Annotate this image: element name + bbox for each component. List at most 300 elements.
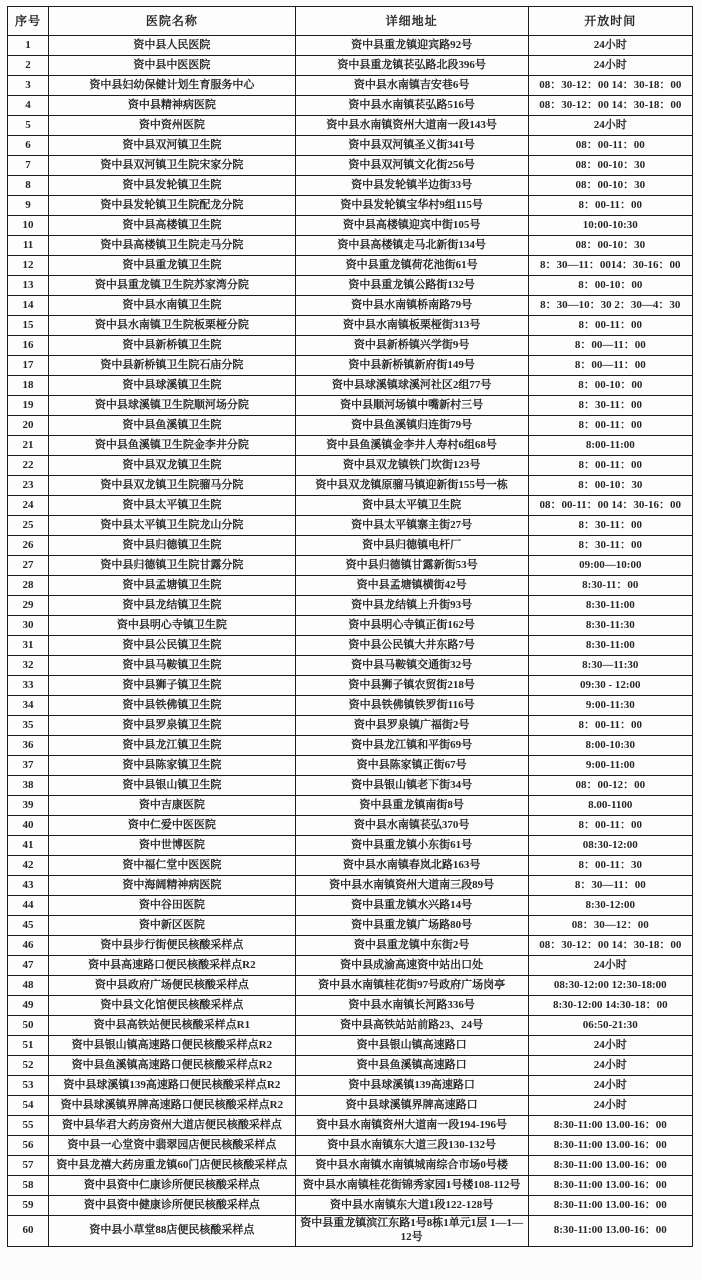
cell-name: 资中新区医院 xyxy=(49,916,296,936)
cell-index: 60 xyxy=(8,1216,49,1247)
cell-index: 11 xyxy=(8,236,49,256)
cell-address: 资中县发轮镇半边街33号 xyxy=(295,176,528,196)
cell-address: 资中县铁佛镇铁罗街116号 xyxy=(295,696,528,716)
cell-hours: 08：30—12：00 xyxy=(528,916,692,936)
cell-address: 资中县新桥镇新府街149号 xyxy=(295,356,528,376)
cell-address: 资中县鱼溪镇归连街79号 xyxy=(295,416,528,436)
cell-hours: 24小时 xyxy=(528,56,692,76)
cell-hours: 8:30-11：00 xyxy=(528,576,692,596)
table-row xyxy=(8,816,693,836)
cell-hours: 8:30-11:00 13.00-16：00 xyxy=(528,1116,692,1136)
table-row xyxy=(8,356,693,376)
cell-hours: 24小时 xyxy=(528,36,692,56)
cell-name: 资中海阔精神病医院 xyxy=(49,876,296,896)
cell-name: 资中县华君大药房资州大道店便民核酸采样点 xyxy=(49,1116,296,1136)
cell-address: 资中县重龙镇苌弘路北段396号 xyxy=(295,56,528,76)
cell-name: 资中县发轮镇卫生院 xyxy=(49,176,296,196)
cell-name: 资中县资中仁康诊所便民核酸采样点 xyxy=(49,1176,296,1196)
cell-name: 资中县双龙镇卫生院 xyxy=(49,456,296,476)
cell-index: 43 xyxy=(8,876,49,896)
cell-address: 资中县龙结镇上升街93号 xyxy=(295,596,528,616)
table-row xyxy=(8,76,693,96)
cell-name: 资中县太平镇卫生院龙山分院 xyxy=(49,516,296,536)
cell-hours: 8：00-11：30 xyxy=(528,856,692,876)
table-row xyxy=(8,896,693,916)
cell-name: 资中县孟塘镇卫生院 xyxy=(49,576,296,596)
cell-hours: 08：00-12：00 xyxy=(528,776,692,796)
cell-name: 资中县新桥镇卫生院 xyxy=(49,336,296,356)
table-row xyxy=(8,636,693,656)
cell-name: 资中县龙结镇卫生院 xyxy=(49,596,296,616)
cell-name: 资中资州医院 xyxy=(49,116,296,136)
cell-name: 资中县鱼溪镇卫生院 xyxy=(49,416,296,436)
header-index: 序号 xyxy=(8,7,49,36)
cell-address: 资中县球溪镇界牌高速路口 xyxy=(295,1096,528,1116)
cell-hours: 08:30-12:00 12:30-18:00 xyxy=(528,976,692,996)
hospital-table xyxy=(7,6,693,1247)
cell-hours: 08：00-10：30 xyxy=(528,176,692,196)
cell-index: 8 xyxy=(8,176,49,196)
cell-address: 资中县新桥镇兴学街9号 xyxy=(295,336,528,356)
table-row xyxy=(8,276,693,296)
cell-hours: 08：30-12：00 14：30-18：00 xyxy=(528,936,692,956)
cell-hours: 08:30-12:00 xyxy=(528,836,692,856)
cell-address: 资中县水南镇水南镇城南综合市场0号楼 xyxy=(295,1156,528,1176)
cell-address: 资中县双龙镇铁门坎街123号 xyxy=(295,456,528,476)
table-row xyxy=(8,196,693,216)
cell-address: 资中县重龙镇公路街132号 xyxy=(295,276,528,296)
cell-index: 9 xyxy=(8,196,49,216)
cell-address: 资中县重龙镇广场路80号 xyxy=(295,916,528,936)
cell-hours: 8：00—11：00 xyxy=(528,336,692,356)
cell-index: 2 xyxy=(8,56,49,76)
cell-index: 29 xyxy=(8,596,49,616)
cell-address: 资中县双河镇文化街256号 xyxy=(295,156,528,176)
table-row xyxy=(8,296,693,316)
cell-name: 资中县龙江镇卫生院 xyxy=(49,736,296,756)
cell-address: 资中县重龙镇荷花池街61号 xyxy=(295,256,528,276)
cell-name: 资中县银山镇高速路口便民核酸采样点R2 xyxy=(49,1036,296,1056)
cell-index: 24 xyxy=(8,496,49,516)
cell-hours: 8：30-11：00 xyxy=(528,516,692,536)
table-row xyxy=(8,876,693,896)
cell-index: 52 xyxy=(8,1056,49,1076)
cell-address: 资中县水南镇桥南路79号 xyxy=(295,296,528,316)
cell-name: 资中县妇幼保健计划生育服务中心 xyxy=(49,76,296,96)
cell-name: 资中县资中健康诊所便民核酸采样点 xyxy=(49,1196,296,1216)
table-row xyxy=(8,756,693,776)
cell-address: 资中县球溪镇139高速路口 xyxy=(295,1076,528,1096)
table-body xyxy=(8,36,693,1247)
cell-address: 资中县水南镇长河路336号 xyxy=(295,996,528,1016)
cell-index: 19 xyxy=(8,396,49,416)
cell-index: 31 xyxy=(8,636,49,656)
table-row xyxy=(8,616,693,636)
table-row xyxy=(8,536,693,556)
cell-address: 资中县狮子镇农贸街218号 xyxy=(295,676,528,696)
cell-index: 10 xyxy=(8,216,49,236)
cell-name: 资中县人民医院 xyxy=(49,36,296,56)
cell-hours: 09:30 - 12:00 xyxy=(528,676,692,696)
cell-hours: 8:00-10:30 xyxy=(528,736,692,756)
table-row xyxy=(8,156,693,176)
table-row xyxy=(8,1176,693,1196)
cell-name: 资中县中医医院 xyxy=(49,56,296,76)
table-row xyxy=(8,976,693,996)
cell-index: 13 xyxy=(8,276,49,296)
cell-hours: 08：30-12：00 14：30-18：00 xyxy=(528,96,692,116)
cell-hours: 8：30-11：00 xyxy=(528,536,692,556)
cell-index: 42 xyxy=(8,856,49,876)
table-row xyxy=(8,856,693,876)
cell-address: 资中县高铁站站前路23、24号 xyxy=(295,1016,528,1036)
cell-address: 资中县重龙镇水兴路14号 xyxy=(295,896,528,916)
cell-hours: 8:30-12:00 xyxy=(528,896,692,916)
cell-index: 53 xyxy=(8,1076,49,1096)
table-row xyxy=(8,1096,693,1116)
table-row xyxy=(8,236,693,256)
table-row xyxy=(8,1056,693,1076)
cell-index: 56 xyxy=(8,1136,49,1156)
cell-hours: 24小时 xyxy=(528,1056,692,1076)
cell-index: 30 xyxy=(8,616,49,636)
table-row xyxy=(8,176,693,196)
cell-hours: 24小时 xyxy=(528,1076,692,1096)
cell-hours: 8：00-11：00 xyxy=(528,456,692,476)
cell-index: 45 xyxy=(8,916,49,936)
cell-index: 15 xyxy=(8,316,49,336)
table-row xyxy=(8,336,693,356)
cell-address: 资中县高楼镇迎宾中街105号 xyxy=(295,216,528,236)
cell-address: 资中县鱼溪镇金李井人寿村6组68号 xyxy=(295,436,528,456)
cell-hours: 8：30-11：00 xyxy=(528,396,692,416)
table-row xyxy=(8,56,693,76)
table-row xyxy=(8,96,693,116)
cell-hours: 8：00-10：00 xyxy=(528,376,692,396)
cell-index: 40 xyxy=(8,816,49,836)
table-row xyxy=(8,1136,693,1156)
table-row xyxy=(8,836,693,856)
cell-index: 32 xyxy=(8,656,49,676)
cell-index: 16 xyxy=(8,336,49,356)
cell-hours: 9:00-11:30 xyxy=(528,696,692,716)
table-row xyxy=(8,776,693,796)
cell-address: 资中县水南镇资州大道南一段143号 xyxy=(295,116,528,136)
cell-hours: 8:30-11:30 xyxy=(528,616,692,636)
table-row xyxy=(8,1196,693,1216)
cell-index: 35 xyxy=(8,716,49,736)
cell-address: 资中县重龙镇小东街61号 xyxy=(295,836,528,856)
cell-address: 资中县龙江镇和平街69号 xyxy=(295,736,528,756)
cell-name: 资中县银山镇卫生院 xyxy=(49,776,296,796)
cell-index: 34 xyxy=(8,696,49,716)
cell-address: 资中县水南镇东大道三段130-132号 xyxy=(295,1136,528,1156)
header-row xyxy=(8,7,693,36)
cell-address: 资中县归德镇电杆厂 xyxy=(295,536,528,556)
cell-address: 资中县顺河场镇中嘴新村三号 xyxy=(295,396,528,416)
header-name: 医院名称 xyxy=(49,7,296,36)
cell-address: 资中县双河镇圣义街341号 xyxy=(295,136,528,156)
cell-address: 资中县重龙镇中东街2号 xyxy=(295,936,528,956)
cell-name: 资中仁爱中医医院 xyxy=(49,816,296,836)
cell-hours: 8:30-11:00 13.00-16：00 xyxy=(528,1216,692,1247)
table-row xyxy=(8,256,693,276)
cell-name: 资中县罗泉镇卫生院 xyxy=(49,716,296,736)
cell-name: 资中县陈家镇卫生院 xyxy=(49,756,296,776)
cell-hours: 8：30—10：30 2：30—4：30 xyxy=(528,296,692,316)
cell-index: 23 xyxy=(8,476,49,496)
cell-address: 资中县发轮镇宝华村9组115号 xyxy=(295,196,528,216)
cell-name: 资中县铁佛镇卫生院 xyxy=(49,696,296,716)
cell-name: 资中县水南镇卫生院板栗桠分院 xyxy=(49,316,296,336)
table-row xyxy=(8,496,693,516)
cell-index: 4 xyxy=(8,96,49,116)
cell-address: 资中县球溪镇球溪河社区2组77号 xyxy=(295,376,528,396)
table-row xyxy=(8,436,693,456)
cell-address: 资中县水南镇桂花街锦秀家园1号楼108-112号 xyxy=(295,1176,528,1196)
cell-index: 46 xyxy=(8,936,49,956)
cell-index: 49 xyxy=(8,996,49,1016)
cell-name: 资中县马鞍镇卫生院 xyxy=(49,656,296,676)
table-row xyxy=(8,116,693,136)
cell-name: 资中县双龙镇卫生院骝马分院 xyxy=(49,476,296,496)
cell-index: 37 xyxy=(8,756,49,776)
cell-hours: 08：00-11：00 14：30-16：00 xyxy=(528,496,692,516)
cell-index: 50 xyxy=(8,1016,49,1036)
table-row xyxy=(8,656,693,676)
cell-name: 资中县鱼溪镇卫生院金李井分院 xyxy=(49,436,296,456)
table-row xyxy=(8,956,693,976)
cell-index: 55 xyxy=(8,1116,49,1136)
cell-index: 48 xyxy=(8,976,49,996)
cell-index: 1 xyxy=(8,36,49,56)
cell-address: 资中县水南镇资州大道南一段194-196号 xyxy=(295,1116,528,1136)
cell-name: 资中县高铁站便民核酸采样点R1 xyxy=(49,1016,296,1036)
cell-name: 资中县新桥镇卫生院石庙分院 xyxy=(49,356,296,376)
cell-name: 资中县一心堂资中翡翠园店便民核酸采样点 xyxy=(49,1136,296,1156)
cell-hours: 8:00-11:00 xyxy=(528,436,692,456)
table-row xyxy=(8,796,693,816)
cell-hours: 24小时 xyxy=(528,1096,692,1116)
cell-address: 资中县归德镇甘露新街53号 xyxy=(295,556,528,576)
cell-name: 资中县高速路口便民核酸采样点R2 xyxy=(49,956,296,976)
cell-index: 44 xyxy=(8,896,49,916)
cell-address: 资中县水南镇板栗桠街313号 xyxy=(295,316,528,336)
cell-address: 资中县水南镇资州大道南三段89号 xyxy=(295,876,528,896)
table-header xyxy=(8,7,693,36)
cell-index: 39 xyxy=(8,796,49,816)
cell-address: 资中县公民镇大井东路7号 xyxy=(295,636,528,656)
table-row xyxy=(8,576,693,596)
cell-name: 资中县文化馆便民核酸采样点 xyxy=(49,996,296,1016)
cell-index: 22 xyxy=(8,456,49,476)
cell-hours: 8：00—11：00 xyxy=(528,356,692,376)
cell-index: 12 xyxy=(8,256,49,276)
cell-name: 资中县高楼镇卫生院走马分院 xyxy=(49,236,296,256)
cell-name: 资中县归德镇卫生院甘露分院 xyxy=(49,556,296,576)
cell-index: 6 xyxy=(8,136,49,156)
cell-index: 7 xyxy=(8,156,49,176)
cell-index: 38 xyxy=(8,776,49,796)
cell-address: 资中县水南镇吉安巷6号 xyxy=(295,76,528,96)
table-row xyxy=(8,1076,693,1096)
cell-name: 资中县公民镇卫生院 xyxy=(49,636,296,656)
cell-name: 资中县政府广场便民核酸采样点 xyxy=(49,976,296,996)
cell-index: 3 xyxy=(8,76,49,96)
table-row xyxy=(8,936,693,956)
header-hours: 开放时间 xyxy=(528,7,692,36)
cell-name: 资中福仁堂中医医院 xyxy=(49,856,296,876)
table-row xyxy=(8,216,693,236)
cell-address: 资中县重龙镇滨江东路1号8栋1单元1层 1—1—12号 xyxy=(295,1216,528,1247)
cell-index: 18 xyxy=(8,376,49,396)
cell-index: 54 xyxy=(8,1096,49,1116)
cell-index: 20 xyxy=(8,416,49,436)
cell-index: 28 xyxy=(8,576,49,596)
cell-address: 资中县马鞍镇交通街32号 xyxy=(295,656,528,676)
table-row xyxy=(8,996,693,1016)
cell-address: 资中县银山镇老下街34号 xyxy=(295,776,528,796)
cell-hours: 8：00-10：00 xyxy=(528,276,692,296)
table-row xyxy=(8,396,693,416)
table-row xyxy=(8,376,693,396)
cell-name: 资中县高楼镇卫生院 xyxy=(49,216,296,236)
table-row xyxy=(8,1156,693,1176)
table-row xyxy=(8,36,693,56)
cell-address: 资中县水南镇春岚北路163号 xyxy=(295,856,528,876)
cell-address: 资中县陈家镇正街67号 xyxy=(295,756,528,776)
cell-address: 资中县太平镇卫生院 xyxy=(295,496,528,516)
cell-address: 资中县水南镇桂花街97号政府广场岗亭 xyxy=(295,976,528,996)
cell-name: 资中县步行街便民核酸采样点 xyxy=(49,936,296,956)
cell-name: 资中县小草堂88店便民核酸采样点 xyxy=(49,1216,296,1247)
cell-address: 资中县重龙镇南街8号 xyxy=(295,796,528,816)
table-row xyxy=(8,476,693,496)
cell-index: 26 xyxy=(8,536,49,556)
cell-name: 资中吉康医院 xyxy=(49,796,296,816)
cell-name: 资中县重龙镇卫生院苏家湾分院 xyxy=(49,276,296,296)
cell-name: 资中县球溪镇卫生院顺河场分院 xyxy=(49,396,296,416)
cell-hours: 8：00-11：00 xyxy=(528,416,692,436)
cell-hours: 08：00-10：30 xyxy=(528,236,692,256)
table-row xyxy=(8,516,693,536)
cell-index: 21 xyxy=(8,436,49,456)
cell-index: 41 xyxy=(8,836,49,856)
cell-hours: 8：30—11：00 xyxy=(528,876,692,896)
cell-hours: 8:30-11:00 13.00-16：00 xyxy=(528,1136,692,1156)
table-row xyxy=(8,696,693,716)
cell-index: 36 xyxy=(8,736,49,756)
header-address: 详细地址 xyxy=(295,7,528,36)
table-row xyxy=(8,416,693,436)
table-row xyxy=(8,316,693,336)
cell-index: 59 xyxy=(8,1196,49,1216)
cell-index: 51 xyxy=(8,1036,49,1056)
cell-name: 资中县球溪镇界牌高速路口便民核酸采样点R2 xyxy=(49,1096,296,1116)
cell-index: 17 xyxy=(8,356,49,376)
cell-name: 资中谷田医院 xyxy=(49,896,296,916)
cell-index: 57 xyxy=(8,1156,49,1176)
cell-hours: 24小时 xyxy=(528,116,692,136)
cell-name: 资中县重龙镇卫生院 xyxy=(49,256,296,276)
cell-hours: 09:00—10:00 xyxy=(528,556,692,576)
cell-hours: 06:50-21:30 xyxy=(528,1016,692,1036)
cell-index: 33 xyxy=(8,676,49,696)
cell-hours: 8:30-11:00 xyxy=(528,596,692,616)
table-row xyxy=(8,916,693,936)
table-row xyxy=(8,1116,693,1136)
cell-hours: 8：00-11：00 xyxy=(528,716,692,736)
cell-name: 资中县精神病医院 xyxy=(49,96,296,116)
cell-name: 资中县龙禧大药房重龙镇60门店便民核酸采样点 xyxy=(49,1156,296,1176)
table-row xyxy=(8,1216,693,1247)
cell-name: 资中县太平镇卫生院 xyxy=(49,496,296,516)
cell-hours: 8.00-1100 xyxy=(528,796,692,816)
cell-hours: 24小时 xyxy=(528,1036,692,1056)
cell-name: 资中县发轮镇卫生院配龙分院 xyxy=(49,196,296,216)
cell-address: 资中县水南镇苌弘路516号 xyxy=(295,96,528,116)
cell-name: 资中县球溪镇卫生院 xyxy=(49,376,296,396)
cell-index: 47 xyxy=(8,956,49,976)
cell-address: 资中县孟塘镇横街42号 xyxy=(295,576,528,596)
cell-hours: 8：30—11：0014：30-16：00 xyxy=(528,256,692,276)
table-row xyxy=(8,136,693,156)
cell-hours: 8:30-11:00 13.00-16：00 xyxy=(528,1176,692,1196)
cell-address: 资中县成渝高速资中站出口处 xyxy=(295,956,528,976)
cell-hours: 8:30—11:30 xyxy=(528,656,692,676)
table-row xyxy=(8,736,693,756)
table-row xyxy=(8,456,693,476)
cell-address: 资中县太平镇寨主街27号 xyxy=(295,516,528,536)
cell-address: 资中县水南镇东大道1段122-128号 xyxy=(295,1196,528,1216)
cell-index: 5 xyxy=(8,116,49,136)
table-row xyxy=(8,1016,693,1036)
cell-index: 25 xyxy=(8,516,49,536)
table-row xyxy=(8,716,693,736)
cell-address: 资中县高楼镇走马北新街134号 xyxy=(295,236,528,256)
cell-name: 资中县双河镇卫生院宋家分院 xyxy=(49,156,296,176)
cell-address: 资中县银山镇高速路口 xyxy=(295,1036,528,1056)
cell-hours: 8：00-10：30 xyxy=(528,476,692,496)
cell-hours: 24小时 xyxy=(528,956,692,976)
cell-hours: 8:30-12:00 14:30-18：00 xyxy=(528,996,692,1016)
cell-address: 资中县鱼溪镇高速路口 xyxy=(295,1056,528,1076)
table-row xyxy=(8,596,693,616)
cell-hours: 9:00-11:00 xyxy=(528,756,692,776)
cell-hours: 8:30-11:00 13.00-16：00 xyxy=(528,1156,692,1176)
cell-index: 27 xyxy=(8,556,49,576)
cell-hours: 8:30-11:00 xyxy=(528,636,692,656)
cell-hours: 08：30-12：00 14：30-18：00 xyxy=(528,76,692,96)
cell-hours: 08：00-11：00 xyxy=(528,136,692,156)
cell-hours: 8：00-11：00 xyxy=(528,316,692,336)
cell-index: 14 xyxy=(8,296,49,316)
cell-address: 资中县双龙镇原骝马镇迎新街155号一栋 xyxy=(295,476,528,496)
cell-name: 资中县狮子镇卫生院 xyxy=(49,676,296,696)
cell-name: 资中世博医院 xyxy=(49,836,296,856)
cell-name: 资中县明心寺镇卫生院 xyxy=(49,616,296,636)
cell-hours: 8:30-11:00 13.00-16：00 xyxy=(528,1196,692,1216)
cell-address: 资中县水南镇苌弘370号 xyxy=(295,816,528,836)
cell-address: 资中县明心寺镇正街162号 xyxy=(295,616,528,636)
cell-hours: 8：00-11：00 xyxy=(528,816,692,836)
cell-address: 资中县罗泉镇广福街2号 xyxy=(295,716,528,736)
table-row xyxy=(8,676,693,696)
cell-name: 资中县双河镇卫生院 xyxy=(49,136,296,156)
cell-hours: 8：00-11：00 xyxy=(528,196,692,216)
cell-hours: 08：00-10：30 xyxy=(528,156,692,176)
cell-name: 资中县归德镇卫生院 xyxy=(49,536,296,556)
